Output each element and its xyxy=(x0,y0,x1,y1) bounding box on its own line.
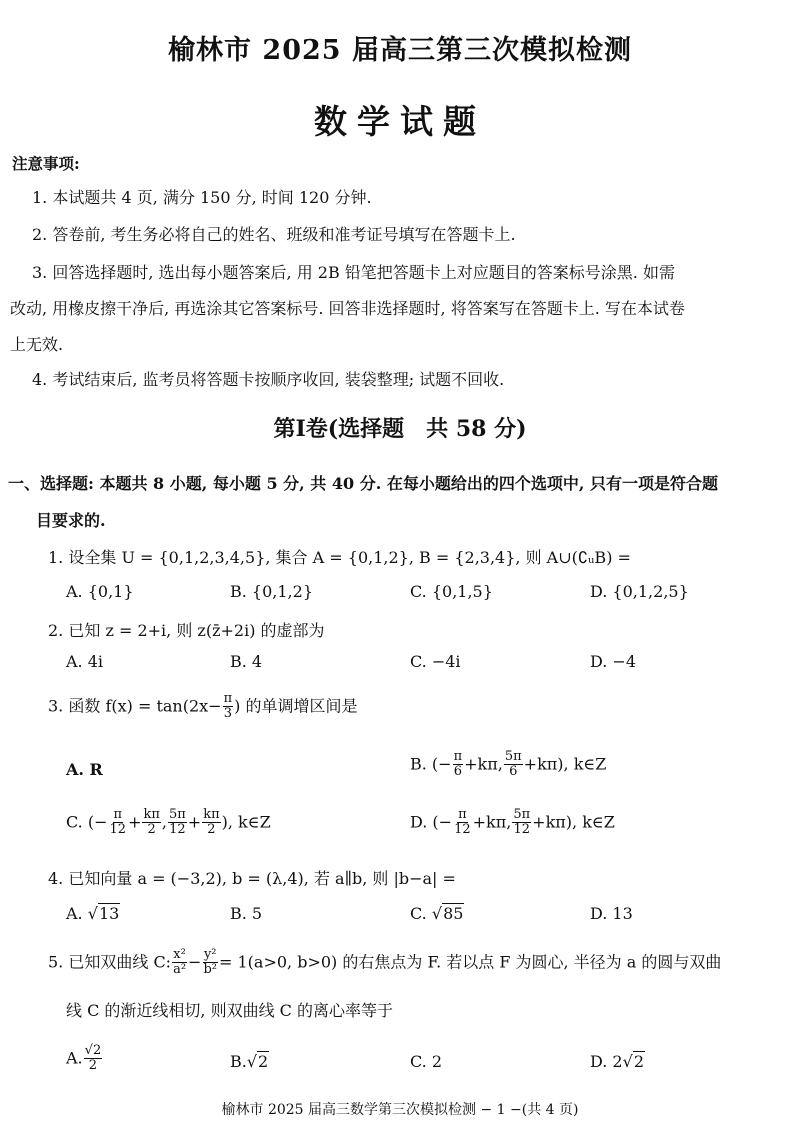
question-4-stem: 4. 已知向量 a = (−3,2), b = (λ,4), 若 a∥b, 则 |b−a| = xyxy=(48,869,456,888)
note-item-3: 3. 回答选择题时, 选出每小题答案后, 用 2B 铅笔把答题卡上对应题目的答案标号涂黑. 如需 xyxy=(32,263,675,282)
question-1-option-b: B. {0,1,2} xyxy=(230,582,313,601)
question-3-stem: 3. 函数 f(x) = tan(2x− $\frac{\pi}{3}$ ) 的单调增区间是 xyxy=(48,691,358,722)
question-4-option-d: D. 13 xyxy=(590,904,633,923)
note-item-3-cont2: 上无效. xyxy=(10,335,64,354)
question-1-option-c: C. {0,1,5} xyxy=(410,582,493,601)
subject-title: 数学试题 xyxy=(314,102,486,141)
question-4-option-c: C. √85 xyxy=(410,904,464,923)
question-3-option-a: A. R xyxy=(66,760,103,779)
note-item-2: 2. 答卷前, 考生务必将自己的姓名、班级和准考证号填写在答题卡上. xyxy=(32,225,516,244)
part1-instructions: 一、选择题: 本题共 8 小题, 每小题 5 分, 共 40 分. 在每小题给出的四个选项中, 只有一项是符合题 xyxy=(8,474,718,493)
question-5-stem-cont: 线 C 的渐近线相切, 则双曲线 C 的离心率等于 xyxy=(66,1001,394,1020)
question-5-option-b: B.√2 xyxy=(230,1052,269,1071)
note-item-4: 4. 考试结束后, 监考员将答题卡按顺序收回, 装袋整理; 试题不回收. xyxy=(32,370,505,389)
page-footer: 榆林市 2025 届高三数学第三次模拟检测 − 1 −(共 4 页) xyxy=(221,1102,579,1118)
section-title: 第Ⅰ卷(选择题 共 58 分) xyxy=(273,416,527,442)
question-3-option-b: B. (− $\frac{\pi}{6}$ +kπ, $\frac{5\pi}{6}$ +kπ), k∈Z xyxy=(410,749,607,780)
exam-title: 榆林市 2025 届高三第三次模拟检测 xyxy=(168,35,632,66)
question-3-option-c: C. (− $\frac{\pi}{12}$ + $\frac{k\pi}{2}$ , $\frac{5\pi}{12}$ + $\frac{k\pi}{2}$ ), k∈Z xyxy=(66,807,271,838)
part1-instructions-cont: 目要求的. xyxy=(36,511,106,530)
notes-heading: 注意事项: xyxy=(12,154,80,173)
fraction-pi-over-3: $\frac{\pi}{3}$ xyxy=(223,691,233,722)
question-1-option-a: A. {0,1} xyxy=(66,582,134,601)
note-item-3-cont: 改动, 用橡皮擦干净后, 再选涂其它答案标号. 回答非选择题时, 将答案写在答题卡上. 写在本试卷 xyxy=(10,299,685,318)
question-2-option-b: B. 4 xyxy=(230,652,263,671)
question-3-option-d: D. (− $\frac{\pi}{12}$ +kπ, $\frac{5\pi}{12}$ +kπ), k∈Z xyxy=(410,807,615,838)
question-4-option-b: B. 5 xyxy=(230,904,263,923)
question-1-stem: 1. 设全集 U = {0,1,2,3,4,5}, 集合 A = {0,1,2}, B = {2,3,4}, 则 A∪(∁ᵤB) = xyxy=(48,548,631,567)
question-5-option-d: D. 2√2 xyxy=(590,1052,644,1071)
question-2-option-c: C. −4i xyxy=(410,652,461,671)
question-4-option-a: A. √13 xyxy=(66,904,120,923)
question-1-option-d: D. {0,1,2,5} xyxy=(590,582,689,601)
question-5-stem: 5. 已知双曲线 C: $\frac{\text{x²}}{\text{a²}}$ − $\frac{\text{y²}}{\text{b²}}$ = 1(a>0, b>0) 的右焦点为 F. 若以点 F 为圆心, 半径为 a 的圆与双曲 xyxy=(48,947,722,978)
question-2-option-a: A. 4i xyxy=(66,652,104,671)
note-item-1: 1. 本试题共 4 页, 满分 150 分, 时间 120 分钟. xyxy=(32,188,372,207)
question-2-option-d: D. −4 xyxy=(590,652,637,671)
question-5-option-c: C. 2 xyxy=(410,1052,443,1071)
question-5-option-a: A. $\frac{√2}{2}$ xyxy=(66,1043,102,1074)
question-2-stem: 2. 已知 z = 2+i, 则 z(z̄+2i) 的虚部为 xyxy=(48,621,325,640)
